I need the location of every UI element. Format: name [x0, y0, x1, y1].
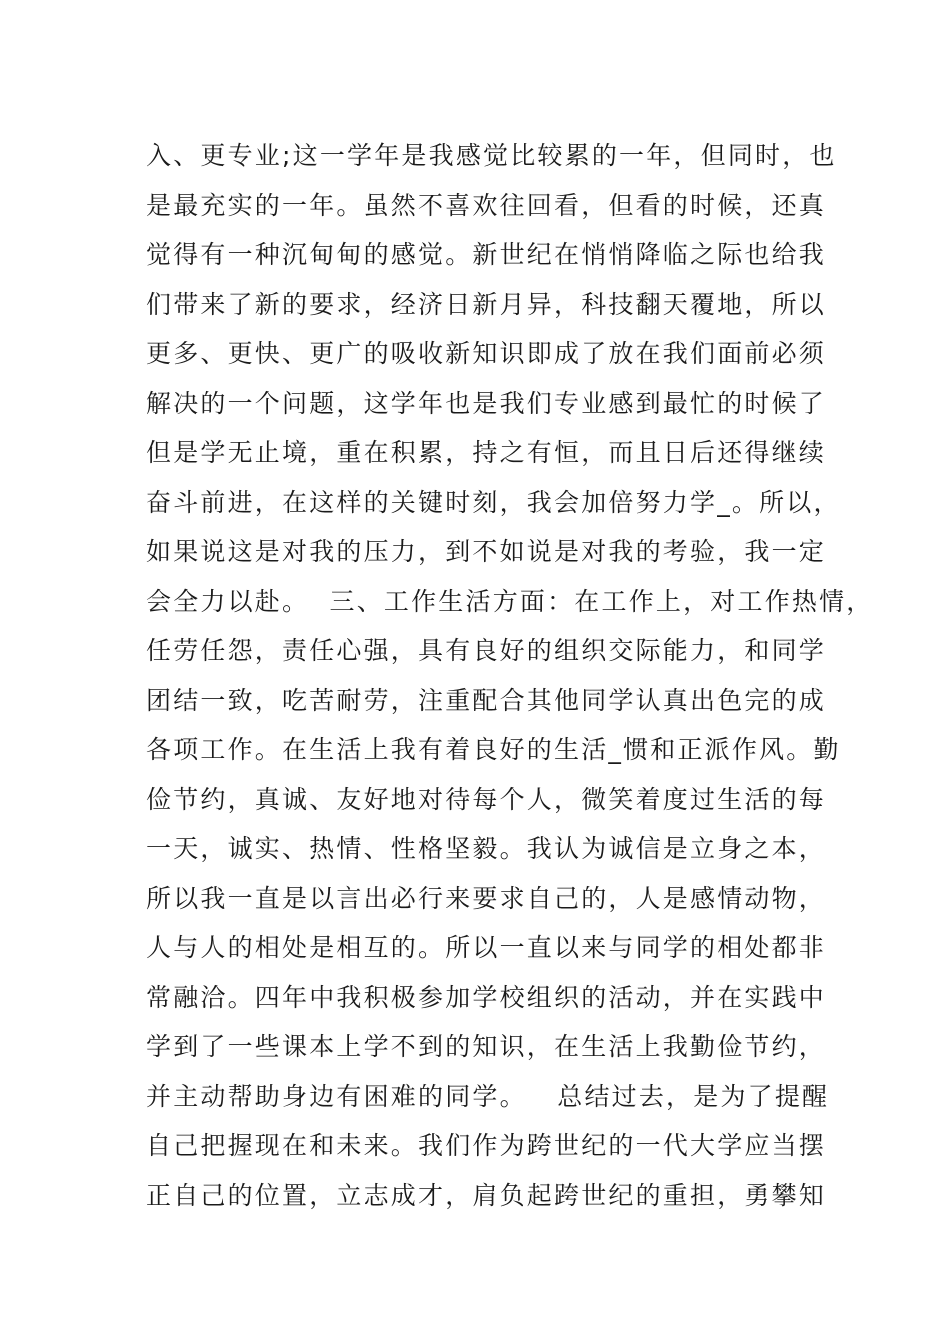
text-line: 任劳任怨，责任心强，具有良好的组织交际能力，和同学 [146, 636, 827, 665]
text-line: 学到了一些课本上学不到的知识，在生活上我勤俭节约， [146, 1032, 827, 1061]
text-line: 但是学无止境，重在积累，持之有恒，而且日后还得继续 [146, 438, 827, 467]
body-text [146, 131, 874, 1220]
text-line: 人与人的相处是相互的。所以一直以来与同学的相处都非 [146, 933, 827, 962]
text-line: 会全力以赴。 三、工作生活方面：在工作上，对工作热情， [146, 586, 874, 616]
text-line: 所以我一直是以言出必行来要求自己的，人是感情动物， [146, 883, 827, 913]
text-line: 更多、更快、更广的吸收新知识即成了放在我们面前必须 [146, 339, 827, 368]
text-line: 正自己的位置，立志成才，肩负起跨世纪的重担，勇攀知 [146, 1180, 827, 1210]
text-line: 觉得有一种沉甸甸的感觉。新世纪在悄悄降临之际也给我 [146, 240, 827, 269]
text-line: 团结一致，吃苦耐劳，注重配合其他同学认真出色完的成 [146, 685, 827, 715]
text-line: 并主动帮助身边有困难的同学。 总结过去，是为了提醒 [146, 1081, 830, 1111]
text-line: 是最充实的一年。虽然不喜欢往回看，但看的时候，还真 [146, 190, 827, 220]
text-line: 一天，诚实、热情、性格坚毅。我认为诚信是立身之本， [146, 834, 827, 863]
text-line: 各项工作。在生活上我有着良好的生活_惯和正派作风。勤 [146, 735, 841, 764]
text-line: 俭节约，真诚、友好地对待每个人，微笑着度过生活的每 [146, 784, 827, 814]
text-line: 奋斗前进，在这样的关键时刻，我会加倍努力学_。所以， [146, 487, 841, 517]
text-line: 解决的一个问题，这学年也是我们专业感到最忙的时候了 [146, 388, 827, 418]
text-line: 入、更专业;这一学年是我感觉比较累的一年，但同时，也 [146, 141, 837, 170]
text-line: 常融洽。四年中我积极参加学校组织的活动，并在实践中 [146, 982, 827, 1012]
text-line: 如果说这是对我的压力，到不如说是对我的考验，我一定 [146, 537, 827, 566]
text-line: 们带来了新的要求，经济日新月异，科技翻天覆地，所以 [146, 289, 827, 319]
text-line: 自己把握现在和未来。我们作为跨世纪的一代大学应当摆 [146, 1131, 827, 1160]
